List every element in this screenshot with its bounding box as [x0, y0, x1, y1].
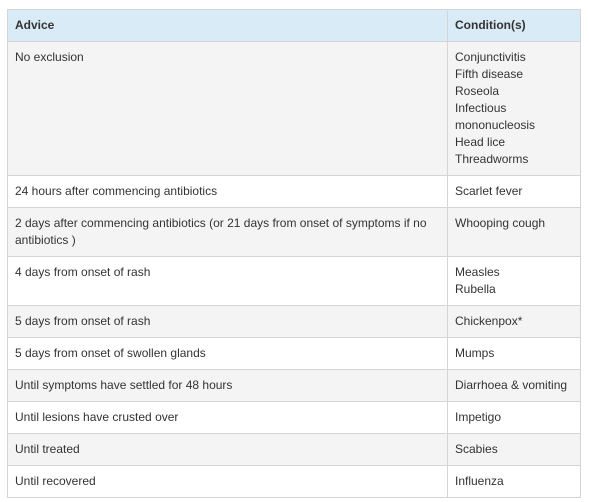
column-header-advice: Advice: [8, 10, 448, 42]
advice-text: 2 days after commencing antibiotics (or 21 days from onset of symptoms if no antibiotics ): [15, 216, 427, 247]
condition-item: Roseola: [455, 84, 500, 98]
table-header: [8, 10, 581, 42]
table-row: [8, 42, 581, 176]
conditions-cell: [448, 306, 581, 338]
condition-item: Infectious mononucleosis: [455, 101, 536, 132]
table-row: [8, 338, 581, 370]
table-row: [8, 306, 581, 338]
advice-text: 24 hours after commencing antibiotics: [15, 184, 218, 198]
advice-cell: [8, 402, 448, 434]
condition-item: Impetigo: [455, 410, 502, 424]
advice-text: No exclusion: [15, 50, 84, 64]
conditions-cell: [448, 338, 581, 370]
table-row: [8, 466, 581, 498]
condition-item: Measles: [455, 265, 500, 279]
advice-text: Until treated: [15, 442, 80, 456]
exclusion-table-container: [7, 9, 580, 498]
advice-text: Until lesions have crusted over: [15, 410, 179, 424]
advice-text: 5 days from onset of rash: [15, 314, 151, 328]
condition-item: Conjunctivitis: [455, 50, 526, 64]
advice-cell: [8, 176, 448, 208]
advice-text: 4 days from onset of rash: [15, 265, 151, 279]
condition-item: Whooping cough: [455, 216, 546, 230]
exclusion-table: [7, 9, 581, 498]
table-row: [8, 176, 581, 208]
advice-cell: [8, 257, 448, 306]
conditions-cell: [448, 402, 581, 434]
condition-item: Threadworms: [455, 152, 529, 166]
table-row: [8, 257, 581, 306]
condition-item: Chickenpox*: [455, 314, 523, 328]
condition-item: Influenza: [455, 474, 504, 488]
conditions-cell: [448, 42, 581, 176]
condition-item: Mumps: [455, 346, 495, 360]
advice-cell: [8, 306, 448, 338]
advice-cell: [8, 370, 448, 402]
conditions-cell: [448, 208, 581, 257]
condition-item: Diarrhoea & vomiting: [455, 378, 568, 392]
advice-text: 5 days from onset of swollen glands: [15, 346, 206, 360]
advice-text: Until symptoms have settled for 48 hours: [15, 378, 233, 392]
condition-item: Scarlet fever: [455, 184, 523, 198]
advice-text: Until recovered: [15, 474, 96, 488]
condition-item: Rubella: [455, 282, 496, 296]
table-body: [8, 42, 581, 498]
advice-cell: [8, 42, 448, 176]
condition-item: Scabies: [455, 442, 498, 456]
conditions-cell: [448, 257, 581, 306]
table-row: [8, 370, 581, 402]
conditions-cell: [448, 370, 581, 402]
conditions-cell: [448, 466, 581, 498]
advice-cell: [8, 466, 448, 498]
column-header-conditions: Condition(s): [448, 10, 581, 42]
advice-cell: [8, 434, 448, 466]
advice-cell: [8, 338, 448, 370]
table-row: [8, 434, 581, 466]
condition-item: Fifth disease: [455, 67, 524, 81]
table-row: [8, 402, 581, 434]
advice-cell: [8, 208, 448, 257]
table-row: [8, 208, 581, 257]
conditions-cell: [448, 434, 581, 466]
condition-item: Head lice: [455, 135, 506, 149]
conditions-cell: [448, 176, 581, 208]
header-row: [8, 10, 581, 42]
